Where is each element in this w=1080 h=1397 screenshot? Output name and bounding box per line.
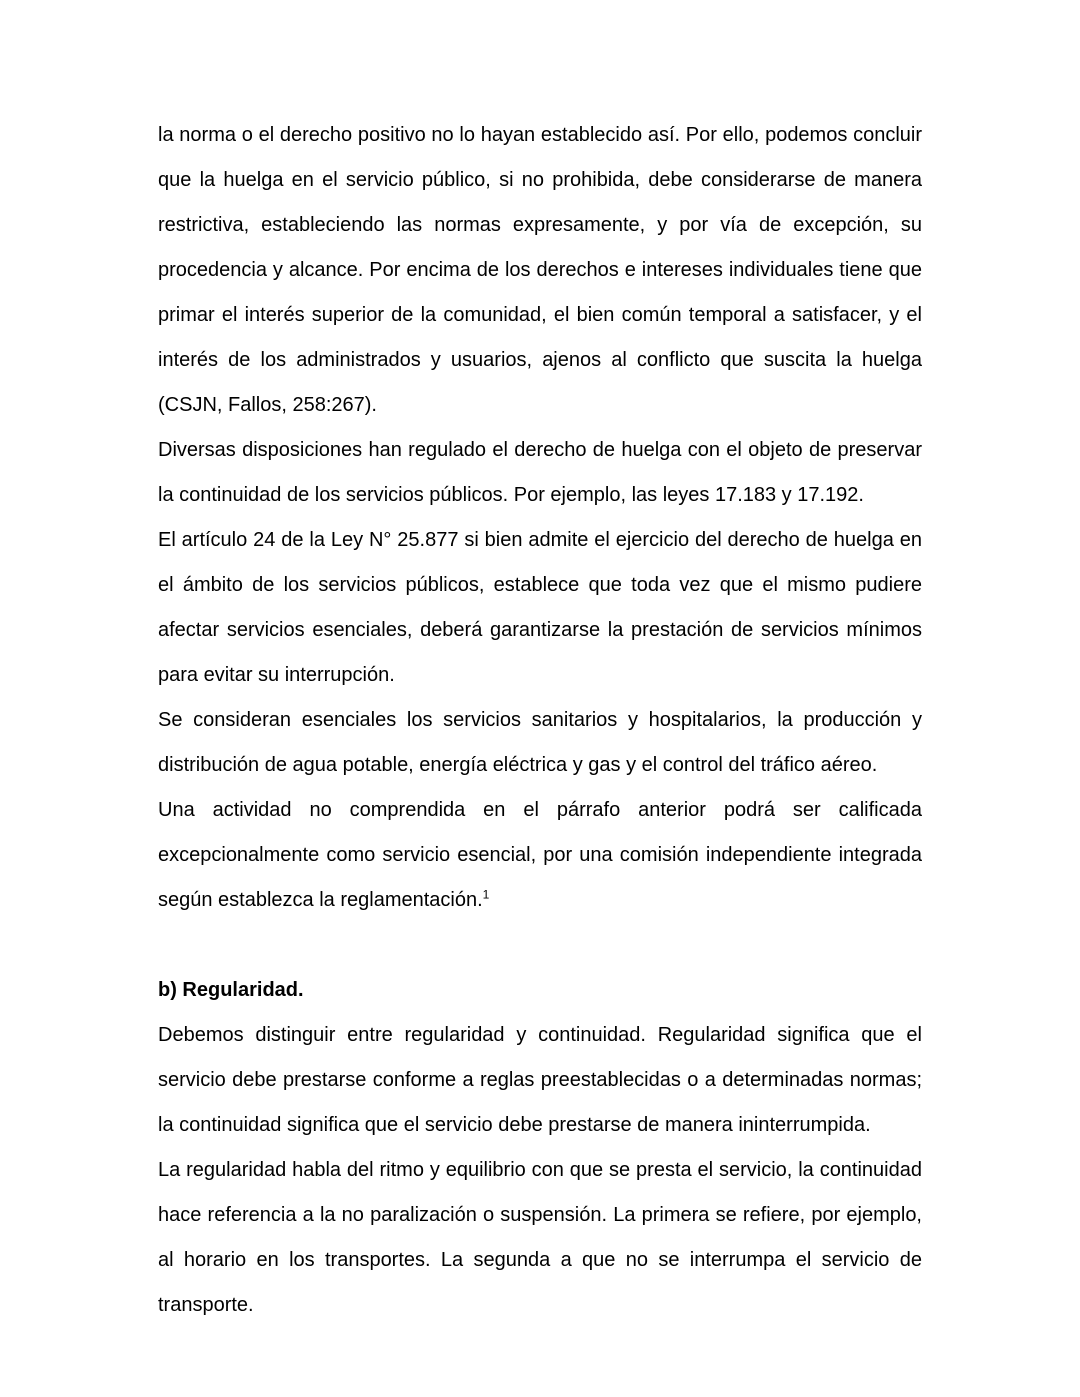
section-heading: b) Regularidad.	[158, 979, 304, 1001]
paragraph	[158, 788, 922, 923]
paragraph-text: Una actividad no comprendida en el párrafo anterior podrá ser calificada excepcionalmente como servicio esencial, por una comisión independiente integrada según establezca la reglamentación.	[158, 799, 922, 911]
paragraph: La regularidad habla del ritmo y equilibrio con que se presta el servicio, la continuidad hace referencia a la no paralización o suspensión. La primera se refiere, por ejemplo, al horario en los transportes. La segunda a que no se interrumpa el servicio de transporte.	[158, 1159, 922, 1316]
paragraph: Se consideran esenciales los servicios sanitarios y hospitalarios, la producción y distribución de agua potable, energía eléctrica y gas y el control del tráfico aéreo.	[158, 709, 922, 776]
footnote-marker: 1	[482, 887, 490, 902]
paragraph: El artículo 24 de la Ley N° 25.877 si bien admite el ejercicio del derecho de huelga en el ámbito de los servicios públicos, establece que toda vez que el mismo pudiere afectar servicios esenciales, deberá garantizarse la prestación de servicios mínimos para evitar su interrupción.	[158, 529, 922, 686]
paragraph: la norma o el derecho positivo no lo hayan establecido así. Por ello, podemos concluir que la huelga en el servicio público, si no prohibida, debe considerarse de manera restrictiva, estableciendo las normas expresamente, y por vía de excepción, su procedencia y alcance. Por encima de los derechos e intereses individuales tiene que primar el interés superior de la comunidad, el bien común temporal a satisfacer, y el interés de los administrados y usuarios, ajenos al conflicto que suscita la huelga (CSJN, Fallos, 258:267).	[158, 124, 922, 416]
paragraph: Diversas disposiciones han regulado el derecho de huelga con el objeto de preservar la continuidad de los servicios públicos. Por ejemplo, las leyes 17.183 y 17.192.	[158, 439, 922, 506]
paragraph: Debemos distinguir entre regularidad y continuidad. Regularidad significa que el servicio debe prestarse conforme a reglas preestablecidas o a determinadas normas; la continuidad significa que el servicio debe prestarse de manera ininterrumpida.	[158, 1024, 922, 1136]
